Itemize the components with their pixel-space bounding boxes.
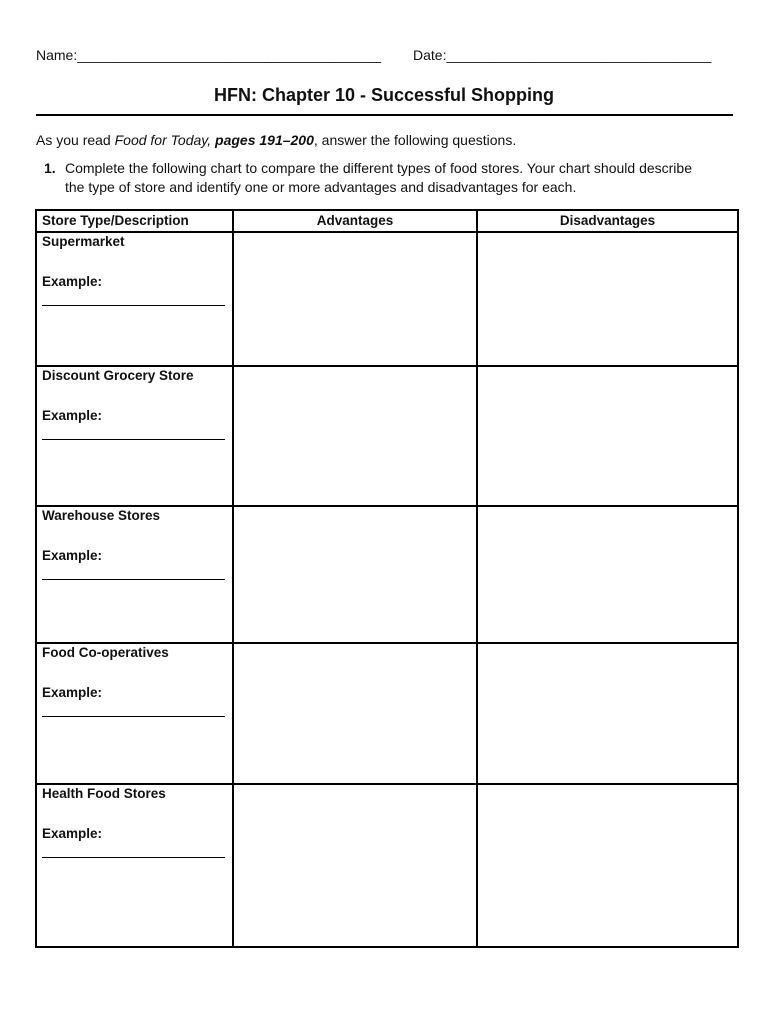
name-field[interactable]: Name:_______________________________________: [36, 47, 381, 63]
date-field[interactable]: Date:__________________________________: [413, 47, 712, 63]
store-cell: [36, 366, 233, 506]
example-label: Example:: [42, 685, 103, 700]
store-name: Health Food Stores: [42, 786, 166, 801]
example-blank[interactable]: [42, 843, 225, 858]
example-blank[interactable]: [42, 702, 225, 717]
store-cell: [36, 506, 233, 643]
question-text: Complete the following chart to compare the different types of food stores. Your chart should describe the type of store and identify one or more advantages and disadvantages for each.: [65, 160, 692, 195]
advantages-cell[interactable]: [233, 784, 477, 947]
table-row: [36, 506, 738, 643]
disadvantages-cell[interactable]: [477, 232, 738, 366]
intro-suffix: , answer the following questions.: [313, 132, 517, 148]
advantages-cell[interactable]: [233, 232, 477, 366]
example-blank[interactable]: [42, 565, 225, 580]
store-name: Warehouse Stores: [42, 508, 161, 523]
intro-pages: pages 191–200: [215, 132, 314, 148]
intro-book-title: Food for Today,: [114, 132, 212, 148]
intro-instructions: [36, 132, 516, 148]
table-row: [36, 643, 738, 784]
question-number: 1.: [44, 160, 56, 176]
example-blank[interactable]: [42, 291, 225, 306]
store-name: Supermarket: [42, 234, 125, 249]
store-comparison-chart: [35, 209, 739, 948]
column-header-disadvantages: Disadvantages: [477, 210, 738, 232]
disadvantages-cell[interactable]: [477, 366, 738, 506]
store-name: Discount Grocery Store: [42, 368, 194, 383]
column-header-advantages: Advantages: [233, 210, 477, 232]
table-row: [36, 232, 738, 366]
page-title: HFN: Chapter 10 - Successful Shopping: [213, 85, 555, 105]
example-label: Example:: [42, 408, 103, 423]
table-header-row: [36, 210, 738, 232]
name-date-line: [36, 47, 736, 63]
example-label: Example:: [42, 548, 103, 563]
intro-prefix: As you read: [36, 132, 115, 148]
store-cell: [36, 784, 233, 947]
disadvantages-cell[interactable]: [477, 784, 738, 947]
column-header-store-type: Store Type/Description: [36, 210, 233, 232]
example-label: Example:: [42, 826, 103, 841]
advantages-cell[interactable]: [233, 366, 477, 506]
example-blank[interactable]: [42, 425, 225, 440]
disadvantages-cell[interactable]: [477, 643, 738, 784]
title-divider: [36, 114, 733, 116]
advantages-cell[interactable]: [233, 643, 477, 784]
store-cell: [36, 643, 233, 784]
store-name: Food Co-operatives: [42, 645, 169, 660]
disadvantages-cell[interactable]: [477, 506, 738, 643]
question-1: [44, 159, 704, 197]
store-cell: [36, 232, 233, 366]
table-row: [36, 784, 738, 947]
example-label: Example:: [42, 274, 103, 289]
table-row: [36, 366, 738, 506]
advantages-cell[interactable]: [233, 506, 477, 643]
